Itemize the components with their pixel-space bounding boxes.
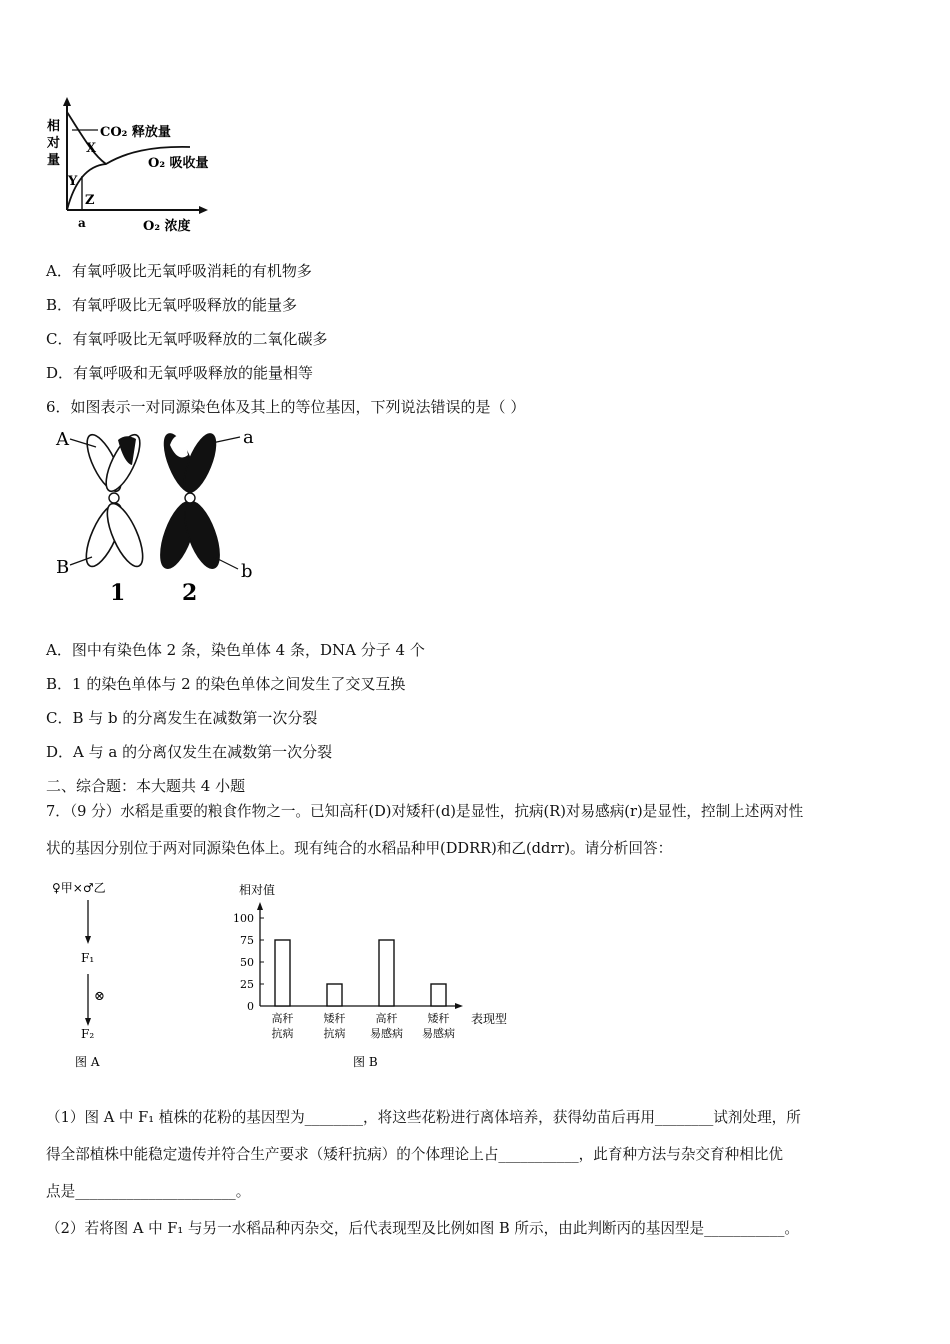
q7-stem-line1: 7．（9 分）水稻是重要的粮食作物之一。已知高秆(D)对矮秆(d)是显性，抗病(R)对易感病(r)是显性，控制上述两对性 [46,803,804,820]
bar-2 [379,940,394,1006]
q6-option-a: A．图中有染色体 2 条，染色单体 4 条，DNA 分子 4 个 [46,641,425,659]
f1-label: F₁ [81,951,95,965]
tick-a-label: a [78,216,86,230]
category-label-3-line2: 易感病 [422,1027,455,1040]
ylabel-char-3: 量 [47,153,61,168]
o2-label: O₂ 吸收量 [148,156,209,171]
q7-part2: （2）若将图 A 中 F₁ 与另一水稻品种丙杂交，后代表现型及比例如图 B 所示，由此判断丙的基因型是___________。 [46,1220,799,1237]
category-label-2-line1: 高秆 [375,1012,398,1025]
label-B: B [56,557,70,578]
y-tick-label-0: 0 [247,1000,254,1013]
q7-part1-line3: 点是______________________。 [46,1183,251,1200]
q6-option-c: C．B 与 b 的分离发生在减数第一次分裂 [46,709,318,727]
point-x-label: X [86,141,97,156]
q5-option-d: D．有氧呼吸和无氧呼吸释放的能量相等 [46,364,314,382]
x-axis-arrow [199,206,208,214]
q7-part1-line1: （1）图 A 中 F₁ 植株的花粉的基因型为________，将这些花粉进行离体培养，获得幼苗后再用________试剂处理，所 [46,1109,801,1126]
figure-b-bar-chart [225,876,525,1076]
y-tick-label-4: 100 [233,912,254,925]
q6-stem: 6．如图表示一对同源染色体及其上的等位基因，下列说法错误的是（ ） [46,398,526,416]
chromosome-1-number: 1 [110,580,126,606]
chart-x-axis-arrow [455,1003,463,1009]
point-z-label: Z [85,193,95,208]
q5-option-c: C．有氧呼吸比无氧呼吸释放的二氧化碳多 [46,330,328,348]
category-label-1-line1: 矮秆 [323,1012,346,1025]
category-label-3-line1: 矮秆 [427,1012,450,1025]
cross-label: ♀甲×♂乙 [52,881,106,895]
self-cross-symbol: ⊗ [94,989,105,1004]
chart-x-label: 表现型 [471,1012,508,1026]
q6-option-d: D．A 与 a 的分离仅发生在减数第一次分裂 [46,743,333,761]
label-a: a [243,427,254,448]
category-label-1-line2: 抗病 [323,1027,346,1040]
category-label-0-line2: 抗病 [271,1027,294,1040]
chart-y-label: 相对值 [239,883,276,897]
figure-b-caption: 图 B [353,1055,378,1069]
co2-label: CO₂ 释放量 [100,125,171,140]
y-tick-label-3: 75 [240,934,254,947]
chromosome-2-number: 2 [182,580,198,606]
category-label-0-line1: 高秆 [271,1012,294,1025]
xlabel: O₂ 浓度 [143,219,191,234]
chromosome-2 [154,430,226,572]
ylabel-char-2: 对 [47,136,61,151]
y-axis-arrow [63,97,71,106]
label-b: b [241,561,253,582]
figure-a-cross-diagram [50,876,160,1076]
q7-stem-line2: 状的基因分别位于两对同源染色体上。现有纯合的水稻品种甲(DDRR)和乙(ddrr)。请分析回答： [46,840,673,857]
bar-3 [431,984,446,1006]
y-tick-label-1: 25 [240,978,254,991]
point-y-label: Y [68,174,78,189]
label-A: A [56,429,69,450]
q5-option-a: A．有氧呼吸比无氧呼吸消耗的有机物多 [46,262,312,280]
arrow-f1-to-f2-head [85,1018,91,1026]
section-2-heading: 二、综合题：本大题共 4 小题 [46,777,246,795]
chromosome-1 [79,430,150,571]
figure-a-caption: 图 A [75,1055,100,1069]
arrow-p-to-f1-head [85,936,91,944]
chromosome-figure [50,425,270,610]
category-label-2-line2: 易感病 [370,1027,403,1040]
y-tick-label-2: 50 [240,956,254,969]
q7-part1-line2: 得全部植株中能稳定遗传并符合生产要求（矮秆抗病）的个体理论上占___________，此育种方法与杂交育种相比优 [46,1146,783,1163]
chart-y-axis-arrow [257,902,263,910]
bar-1 [327,984,342,1006]
f2-label: F₂ [81,1027,95,1041]
o2-curve-figure [40,92,230,237]
q6-option-b: B．1 的染色单体与 2 的染色单体之间发生了交叉互换 [46,675,406,693]
q5-option-b: B．有氧呼吸比无氧呼吸释放的能量多 [46,296,298,314]
label-a-leader [212,437,240,443]
bar-0 [275,940,290,1006]
ylabel-char-1: 相 [47,119,61,134]
